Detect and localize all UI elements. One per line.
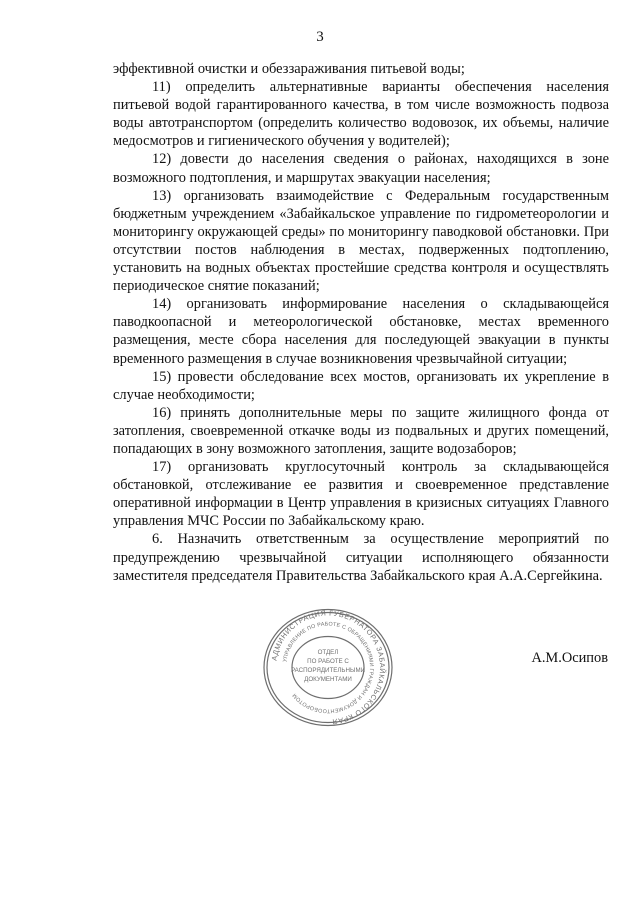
stamp-center-line-3: РАСПОРЯДИТЕЛЬНЫМИ: [290, 667, 366, 674]
stamp-inner-text: УПРАВЛЕНИЕ ПО РАБОТЕ С ОБРАЩЕНИЯМИ ГРАЖДАН И ДОКУМЕНТООБОРОТОМ: [282, 621, 375, 714]
stamp-outer-text: АДМИНИСТРАЦИЯ ГУБЕРНАТОРА ЗАБАЙКАЛЬСКОГО КРАЯ: [269, 608, 388, 727]
document-body: [113, 60, 609, 585]
paragraph-item-15: 15) провести обследование всех мостов, организовать их укрепление в случае необходимости;: [113, 368, 609, 403]
paragraph-item-14: 14) организовать информирование населения о складывающейся паводкоопасной и метеорологической обстановке, местах временного размещения, месте сбора населения для последующей эвакуации в пункты временного размещения в случае возникновения чрезвычайной ситуации;: [113, 296, 609, 367]
stamp-center-line-1: ОТДЕЛ: [317, 649, 339, 656]
signature-name: А.М.Осипов: [531, 650, 608, 666]
stamp-center-line-2: ПО РАБОТЕ С: [307, 658, 349, 665]
paragraph-item-17: 17) организовать круглосуточный контроль за складывающейся обстановкой, отслеживание ее развития и своевременное представление оперативной информации в Центр управления в кризисных ситуациях Главного управления МЧС России по Забайкальскому краю.: [113, 459, 609, 530]
page-number: 3: [316, 29, 324, 45]
paragraph-item-11: 11) определить альтернативные варианты обеспечения населения питьевой водой гарантированного качества, в том числе возможность подвоза воды автотранспортом (определить количество водовозок, их объемы, наличие медосмотров и гигиенического обучения у водителей);: [113, 79, 609, 150]
official-stamp: [258, 605, 398, 730]
paragraph-item-16: 16) принять дополнительные меры по защите жилищного фонда от затопления, своевременной откачке воды из подвальных и других помещений, попадающих в зону возможного затопления, защите водозаборов;: [113, 404, 609, 457]
paragraph-point-6: 6. Назначить ответственным за осуществление мероприятий по предупреждению чрезвычайной ситуации исполняющего обязанности заместителя председателя Правительства Забайкальского края А.А.Сергейкина.: [113, 531, 609, 584]
paragraph-item-12: 12) довести до населения сведения о районах, находящихся в зоне возможного подтопления, и маршрутах эвакуации населения;: [113, 151, 609, 186]
stamp-center-line-4: ДОКУМЕНТАМИ: [304, 676, 352, 683]
paragraph-continuation: эффективной очистки и обеззараживания питьевой воды;: [113, 61, 465, 77]
paragraph-item-13: 13) организовать взаимодействие с Федеральным государственным бюджетным учреждением «Забайкальское управление по гидрометеорологии и мониторингу окружающей среды» по мониторингу паводковой обстановки. При отсутствии постов наблюдения в местах, подверженных подтоплению, установить на водных объектах простейшие средства контроля и осуществлять периодическое снятие показаний;: [113, 187, 609, 295]
